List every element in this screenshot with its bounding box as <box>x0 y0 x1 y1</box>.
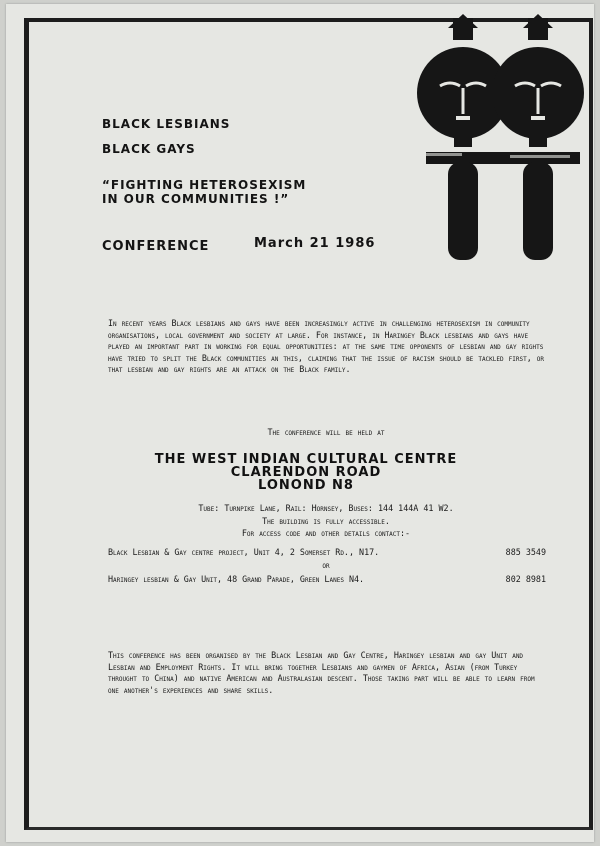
contact-1 <box>108 547 548 557</box>
closing-paragraph: This conference has been organised by the Black Lesbian and Gay Centre, Haringey lesbian and gay Unit and Lesbian and Employment Rights. It will bring together Lesbians and gaymen of Africa, Asian (from Turkey throught to China) and native American and Australasian descent. Those taking part will be able to learn from one another's experiences and share skills. <box>108 650 535 695</box>
accessibility-note: The building is fully accessible. <box>262 516 390 526</box>
conference-date: March 21 1986 <box>254 236 376 251</box>
venue-name: THE WEST INDIAN CULTURAL CENTRE <box>154 452 458 467</box>
conference-label: CONFERENCE <box>102 239 210 254</box>
venue-street: CLARENDON ROAD <box>230 465 382 480</box>
held-at-text: The conference will be held at <box>267 427 385 437</box>
heading-black-gays: BLACK GAYS <box>102 142 196 156</box>
twin-akuaba-figures-icon <box>410 10 600 270</box>
contact-2 <box>108 574 548 584</box>
or-separator: or <box>322 560 330 570</box>
intro-paragraph: In recent years Black lesbians and gays have been increasingly active in challenging heterosexism in community organisations, local government and society at large. For instance, in Haringey Black lesbians and gays have played an important part in working for equal opportunities: at the same time opponents of lesbian and gay rights have tried to split the Black communities an this, claiming that the issue of racism should be tackled first, or that lesbian and gay rights are an attack on the Black family. <box>108 318 545 375</box>
contact-1-address: Black Lesbian & Gay centre project, Unit 4, 2 Somerset Rd., N17. <box>108 547 380 557</box>
contact-1-phone: 885 3549 <box>505 547 546 557</box>
transport-info: Tube: Turnpike Lane, Rail: Hornsey, Buses: 144 144A 41 W2. <box>198 503 454 513</box>
venue-city: LONOND N8 <box>258 478 354 493</box>
contact-2-address: Haringey lesbian & Gay Unit, 48 Grand Parade, Green Lanes N4. <box>108 574 365 584</box>
access-contact-note: For access code and other details contact:- <box>241 528 411 538</box>
contact-2-phone: 802 8981 <box>505 574 546 584</box>
quote-line-2: IN OUR COMMUNITIES !” <box>102 192 290 206</box>
poster-sheet <box>6 4 594 842</box>
quote-line-1: “FIGHTING HETEROSEXISM <box>102 178 307 192</box>
heading-black-lesbians: BLACK LESBIANS <box>102 117 231 131</box>
